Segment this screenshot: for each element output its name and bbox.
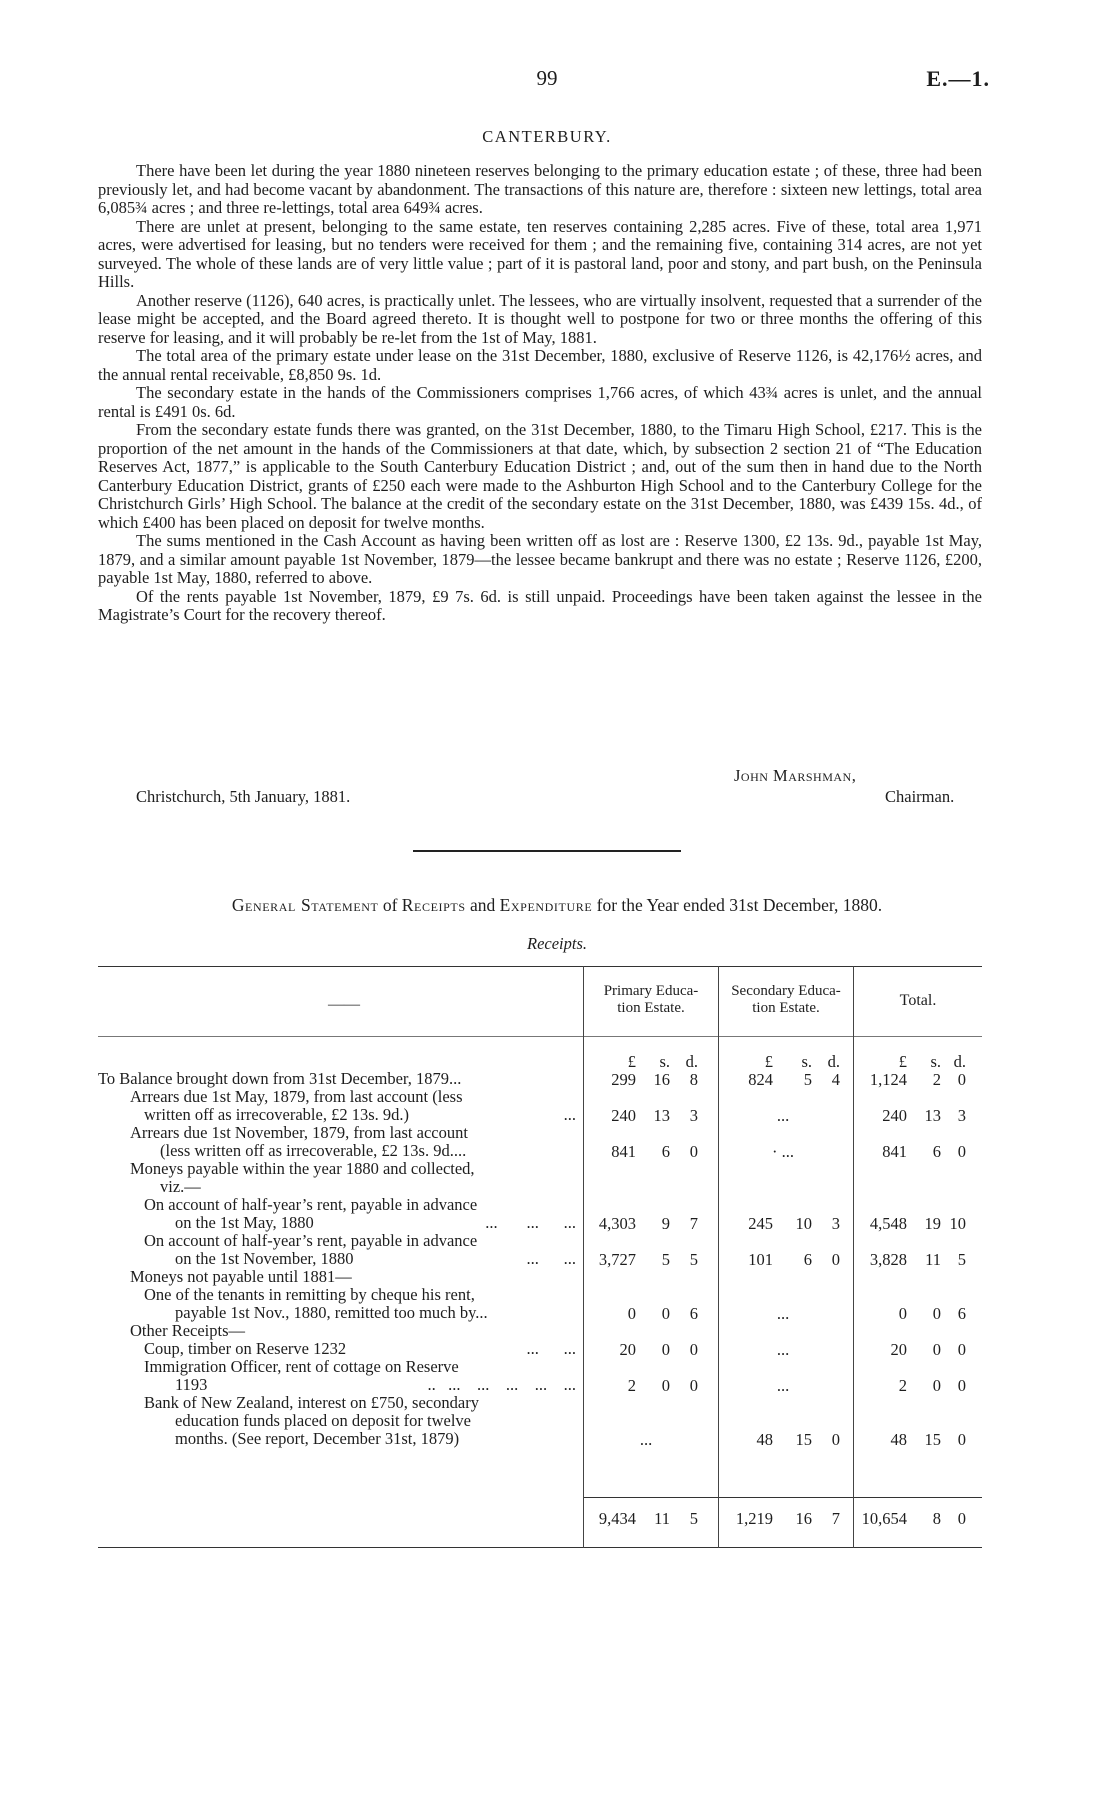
secondary-pounds: 48 — [756, 1430, 773, 1449]
primary-shillings: 9 — [661, 1214, 670, 1233]
unit-header-pence: d. — [953, 1052, 966, 1071]
secondary-shillings: 15 — [795, 1430, 812, 1449]
sheet-reference: E.—1. — [926, 66, 990, 91]
unit-header-shillings: s. — [801, 1052, 812, 1071]
total-pence: 0 — [957, 1142, 966, 1161]
primary-ellipsis: ... — [639, 1430, 653, 1449]
col-header-total: Total. — [899, 992, 937, 1009]
secondary-pounds: 101 — [748, 1250, 773, 1269]
primary-pounds: 3,727 — [598, 1250, 636, 1269]
row-label: Moneys not payable until 1881— — [130, 1267, 352, 1286]
primary-shillings: 0 — [661, 1304, 670, 1323]
total-shillings: 15 — [924, 1430, 941, 1449]
page-header — [0, 66, 1114, 96]
total-shillings: 2 — [932, 1070, 941, 1089]
signatory-name: John Marshman, — [734, 766, 857, 785]
secondary-pounds: 245 — [748, 1214, 773, 1233]
row-label: Arrears due 1st November, 1879, from last account — [130, 1123, 468, 1142]
row-label: Immigration Officer, rent of cottage on Reserve — [144, 1357, 459, 1376]
leader-dots: ... — [563, 1105, 576, 1124]
total-pounds: 2 — [898, 1376, 907, 1395]
secondary-ellipsis: ... — [776, 1106, 790, 1125]
total-secondary-pounds: 1,219 — [735, 1509, 773, 1528]
total-shillings: 19 — [924, 1214, 941, 1233]
total-pence: 3 — [957, 1106, 966, 1125]
secondary-pence: 3 — [831, 1214, 840, 1233]
total-shillings: 0 — [932, 1304, 941, 1323]
table-bottom-rule — [98, 1547, 982, 1548]
unit-header-pence: d. — [685, 1052, 698, 1071]
row-label: on the 1st May, 1880 — [175, 1213, 314, 1232]
total-shillings: 0 — [932, 1340, 941, 1359]
paragraph: The sums mentioned in the Cash Account as having been written off as lost are : Reserve 1300, £2 13s. 9d., payable 1st May, 1879, and a similar amount payable 1st November, 1879—the lessee became bankrupt and there was no estate ; Reserve 1126, £200, payable 1st May, 1880, referred to above. — [98, 531, 982, 587]
total-pounds: 20 — [890, 1340, 907, 1359]
total-primary-pounds: 9,434 — [598, 1509, 636, 1528]
total-secondary-pence: 7 — [831, 1509, 840, 1528]
primary-shillings: 0 — [661, 1376, 670, 1395]
row-label: Moneys payable within the year 1880 and collected, — [130, 1159, 475, 1178]
primary-pounds: 20 — [619, 1340, 636, 1359]
total-pounds: 48 — [890, 1430, 907, 1449]
leader-dots: ... ... ... — [485, 1213, 576, 1232]
total-pence: 0 — [957, 1376, 966, 1395]
primary-pence: 3 — [689, 1106, 698, 1125]
primary-pounds: 0 — [627, 1304, 636, 1323]
primary-pounds: 299 — [611, 1070, 636, 1089]
row-label: To Balance brought down from 31st December, 1879... — [98, 1069, 462, 1088]
secondary-shillings: 10 — [795, 1214, 812, 1233]
primary-pence: 0 — [689, 1142, 698, 1161]
row-label: 1193 — [175, 1375, 208, 1394]
total-pounds: 1,124 — [869, 1070, 907, 1089]
primary-pence: 7 — [689, 1214, 698, 1233]
row-label: on the 1st November, 1880 — [175, 1249, 354, 1268]
total-pence: 5 — [957, 1250, 966, 1269]
row-label: payable 1st Nov., 1880, remitted too much by... — [175, 1303, 488, 1322]
statement-title: General Statement of Receipts and Expenditure for the Year ended 31st December, 1880. — [231, 895, 883, 915]
total-pence: 6 — [957, 1304, 966, 1323]
row-label: Bank of New Zealand, interest on £750, secondary — [144, 1393, 479, 1412]
total-secondary-shillings: 16 — [795, 1509, 812, 1528]
col-header-secondary: Secondary Educa- tion Estate. — [731, 983, 841, 1016]
unit-header-pence: d. — [827, 1052, 840, 1071]
secondary-ellipsis: ... — [776, 1340, 790, 1359]
secondary-ellipsis: ... — [776, 1304, 790, 1323]
secondary-ellipsis: ... — [776, 1376, 790, 1395]
secondary-pence: 0 — [831, 1430, 840, 1449]
row-label: Arrears due 1st May, 1879, from last account (less — [130, 1087, 463, 1106]
secondary-pence: 4 — [831, 1070, 840, 1089]
row-label: One of the tenants in remitting by cheque his rent, — [144, 1285, 475, 1304]
total-pence: 10 — [949, 1214, 966, 1233]
total-pounds: 841 — [882, 1142, 907, 1161]
leader-dots: ... ... — [526, 1339, 576, 1358]
paragraph: There are unlet at present, belonging to the same estate, ten reserves containing 2,285 acres. Five of these, total area 1,971 acres, were advertised for leasing, but no tenders were received for them ; and the remaining five, containing 314 acres, are not yet surveyed. The whole of these lands are of very little value ; part of it is pastoral land, poor and stony, and part bush, on the Peninsula Hills. — [98, 216, 982, 291]
secondary-shillings: 6 — [803, 1250, 812, 1269]
row-label: Coup, timber on Reserve 1232 — [144, 1339, 347, 1358]
table-top-rule — [98, 966, 982, 967]
unit-header-pounds: £ — [764, 1052, 773, 1071]
total-pence: 0 — [957, 1430, 966, 1449]
totals-rule — [583, 1497, 982, 1498]
secondary-shillings: 5 — [803, 1070, 812, 1089]
report-body — [98, 162, 982, 625]
unit-header-pounds: £ — [627, 1052, 636, 1071]
total-shillings: 11 — [925, 1250, 941, 1269]
paragraph: The total area of the primary estate under lease on the 31st December, 1880, exclusive of Reserve 1126, is 42,176½ acres, and the annual rental receivable, £8,850 9s. 1d. — [98, 346, 982, 384]
paragraph: There have been let during the year 1880 nineteen reserves belonging to the primary education estate ; of these, three had been previously let, and had become vacant by abandonment. The transactions of this nature are, therefore : sixteen new lettings, total area 6,085¾ acres ; and three re-lettings, total area 649¾ acres. — [98, 161, 982, 217]
unit-header-shillings: s. — [659, 1052, 670, 1071]
unit-header-pounds: £ — [898, 1052, 907, 1071]
total-pounds: 240 — [882, 1106, 907, 1125]
secondary-ellipsis: · ... — [772, 1142, 794, 1161]
total-shillings: 13 — [924, 1106, 941, 1125]
primary-pounds: 841 — [611, 1142, 636, 1161]
row-label: Other Receipts— — [130, 1321, 246, 1340]
total-pounds: 0 — [898, 1304, 907, 1323]
primary-pounds: 2 — [627, 1376, 636, 1395]
receipts-table — [98, 966, 982, 1548]
total-shillings: 6 — [932, 1142, 941, 1161]
primary-pounds: 4,303 — [598, 1214, 636, 1233]
row-label: (less written off as irrecoverable, £2 13s. 9d.... — [160, 1141, 467, 1160]
signatory-title: Chairman. — [885, 787, 955, 806]
row-label: education funds placed on deposit for twelve — [175, 1411, 471, 1430]
paragraph: Of the rents payable 1st November, 1879, £9 7s. 6d. is still unpaid. Proceedings have been taken against the lessee in the Magistrate’s Court for the recovery thereof. — [98, 586, 982, 624]
description-header-dash: —— — [328, 996, 360, 1013]
primary-shillings: 0 — [661, 1340, 670, 1359]
primary-shillings: 5 — [661, 1250, 670, 1269]
leader-dots: ... ... — [526, 1249, 576, 1268]
paragraph: Another reserve (1126), 640 acres, is practically unlet. The lessees, who are virtually insolvent, requested that a surrender of the lease might be accepted, and the Board agreed thereto. It is thought well to postpone for two or three months the offering of this reserve for leasing, and it will probably be re-let from the 1st of May, 1881. — [98, 290, 982, 347]
paragraph: The secondary estate in the hands of the Commissioners comprises 1,766 acres, of which 43¾ acres is unlet, and the annual rental is £491 0s. 6d. — [98, 383, 982, 421]
primary-pence: 8 — [689, 1070, 698, 1089]
primary-pence: 0 — [689, 1376, 698, 1395]
paragraph: From the secondary estate funds there was granted, on the 31st December, 1880, to the Timaru High School, £217. This is the proportion of the net amount in the hands of the Commissioners at that date, which, by subsection 2 section 21 of “The Education Reserves Act, 1877,” is applicable to the South Canterbury Education District ; and, out of the sum then in hand due to the North Canterbury Education District, grants of £250 each were made to the Ashburton High School and to the Canterbury College for the Christchurch Girls’ High School. The balance at the credit of the secondary estate on the 31st December, 1880, was £439 15s. 4d., of which £400 has been placed on deposit for twelve months. — [98, 420, 982, 532]
page-number: 99 — [536, 66, 558, 90]
total-primary-pence: 5 — [689, 1509, 698, 1528]
row-label: On account of half-year’s rent, payable in advance — [144, 1195, 478, 1214]
total-primary-shillings: 11 — [654, 1509, 670, 1528]
primary-pence: 6 — [689, 1304, 698, 1323]
place-date: Christchurch, 5th January, 1881. — [136, 787, 351, 806]
total-total-pounds: 10,654 — [861, 1509, 907, 1528]
primary-pence: 5 — [689, 1250, 698, 1269]
total-pence: 0 — [957, 1340, 966, 1359]
table-header-rule — [98, 1036, 982, 1037]
row-label: months. (See report, December 31st, 1879) — [175, 1429, 460, 1448]
total-shillings: 0 — [932, 1376, 941, 1395]
primary-pounds: 240 — [611, 1106, 636, 1125]
section-title: CANTERBURY. — [482, 127, 612, 146]
primary-shillings: 6 — [661, 1142, 670, 1161]
total-total-pence: 0 — [957, 1509, 966, 1528]
total-pounds: 3,828 — [869, 1250, 907, 1269]
col-header-primary: Primary Educa- tion Estate. — [603, 983, 699, 1016]
row-label: written off as irrecoverable, £2 13s. 9d.) — [144, 1105, 409, 1124]
total-total-shillings: 8 — [932, 1509, 941, 1528]
primary-shillings: 16 — [653, 1070, 670, 1089]
unit-header-shillings: s. — [930, 1052, 941, 1071]
leader-dots: .. ... ... ... ... ... — [427, 1375, 576, 1394]
primary-pence: 0 — [689, 1340, 698, 1359]
row-label: viz.— — [160, 1177, 201, 1196]
total-pounds: 4,548 — [869, 1214, 907, 1233]
row-label: On account of half-year’s rent, payable in advance — [144, 1231, 478, 1250]
statement-subtitle: Receipts. — [526, 934, 587, 953]
secondary-pence: 0 — [831, 1250, 840, 1269]
section-divider — [413, 850, 681, 852]
total-pence: 0 — [957, 1070, 966, 1089]
secondary-pounds: 824 — [748, 1070, 773, 1089]
primary-shillings: 13 — [653, 1106, 670, 1125]
